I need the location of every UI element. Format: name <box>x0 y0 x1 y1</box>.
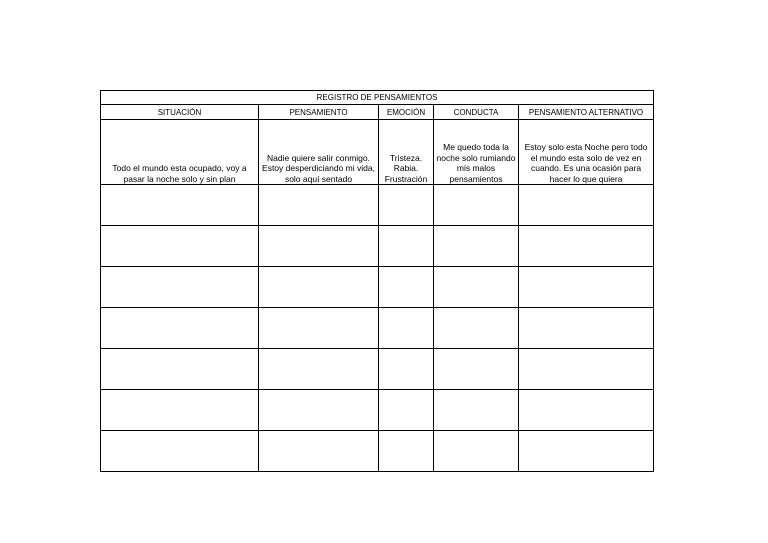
example-row <box>101 120 654 185</box>
empty-cell[interactable] <box>434 185 519 226</box>
empty-cell[interactable] <box>379 185 434 226</box>
table-row <box>101 267 654 308</box>
empty-cell[interactable] <box>379 349 434 390</box>
empty-cell[interactable] <box>379 390 434 431</box>
empty-cell[interactable] <box>101 185 259 226</box>
empty-cell[interactable] <box>101 431 259 472</box>
empty-cell[interactable] <box>519 308 654 349</box>
empty-cell[interactable] <box>259 267 379 308</box>
empty-cell[interactable] <box>379 431 434 472</box>
empty-cell[interactable] <box>379 308 434 349</box>
empty-cell[interactable] <box>379 226 434 267</box>
table-row <box>101 349 654 390</box>
header-conducta: CONDUCTA <box>434 105 519 120</box>
empty-cell[interactable] <box>434 390 519 431</box>
empty-cell[interactable] <box>259 185 379 226</box>
table-title: REGISTRO DE PENSAMIENTOS <box>101 91 654 105</box>
thought-record-table <box>100 90 654 472</box>
cell-pensamiento-alternativo: Estoy solo esta Noche pero todo el mundo esta solo de vez en cuando. Es una ocasión para hacer lo que quiera <box>519 120 654 185</box>
empty-cell[interactable] <box>519 390 654 431</box>
empty-cell[interactable] <box>259 308 379 349</box>
empty-cell[interactable] <box>101 308 259 349</box>
empty-cell[interactable] <box>259 390 379 431</box>
table-row <box>101 185 654 226</box>
cell-pensamiento: Nadie quiere salir conmigo. Estoy desperdiciando mi vida, solo aquí sentado <box>259 120 379 185</box>
header-pensamiento-alternativo: PENSAMIENTO ALTERNATIVO <box>519 105 654 120</box>
empty-cell[interactable] <box>259 431 379 472</box>
blank-rows <box>101 185 654 472</box>
empty-cell[interactable] <box>434 431 519 472</box>
empty-cell[interactable] <box>519 185 654 226</box>
cell-conducta: Me quedo toda la noche solo rumiando mis malos pensamientos <box>434 120 519 185</box>
empty-cell[interactable] <box>101 349 259 390</box>
cell-situacion: Todo el mundo esta ocupado, voy a pasar la noche solo y sin plan <box>101 120 259 185</box>
empty-cell[interactable] <box>101 267 259 308</box>
empty-cell[interactable] <box>434 267 519 308</box>
empty-cell[interactable] <box>519 349 654 390</box>
empty-cell[interactable] <box>519 226 654 267</box>
table-title-row <box>101 91 654 105</box>
table-row <box>101 431 654 472</box>
empty-cell[interactable] <box>259 226 379 267</box>
empty-cell[interactable] <box>101 390 259 431</box>
empty-cell[interactable] <box>259 349 379 390</box>
table-row <box>101 390 654 431</box>
empty-cell[interactable] <box>434 308 519 349</box>
table-row <box>101 308 654 349</box>
empty-cell[interactable] <box>434 226 519 267</box>
table-header-row <box>101 105 654 120</box>
empty-cell[interactable] <box>101 226 259 267</box>
table-row <box>101 226 654 267</box>
header-pensamiento: PENSAMIENTO <box>259 105 379 120</box>
header-emocion: EMOCIÓN <box>379 105 434 120</box>
empty-cell[interactable] <box>434 349 519 390</box>
header-situacion: SITUACIÓN <box>101 105 259 120</box>
empty-cell[interactable] <box>379 267 434 308</box>
empty-cell[interactable] <box>519 431 654 472</box>
empty-cell[interactable] <box>519 267 654 308</box>
cell-emocion: Tristeza. Rabia. Frustración <box>379 120 434 185</box>
